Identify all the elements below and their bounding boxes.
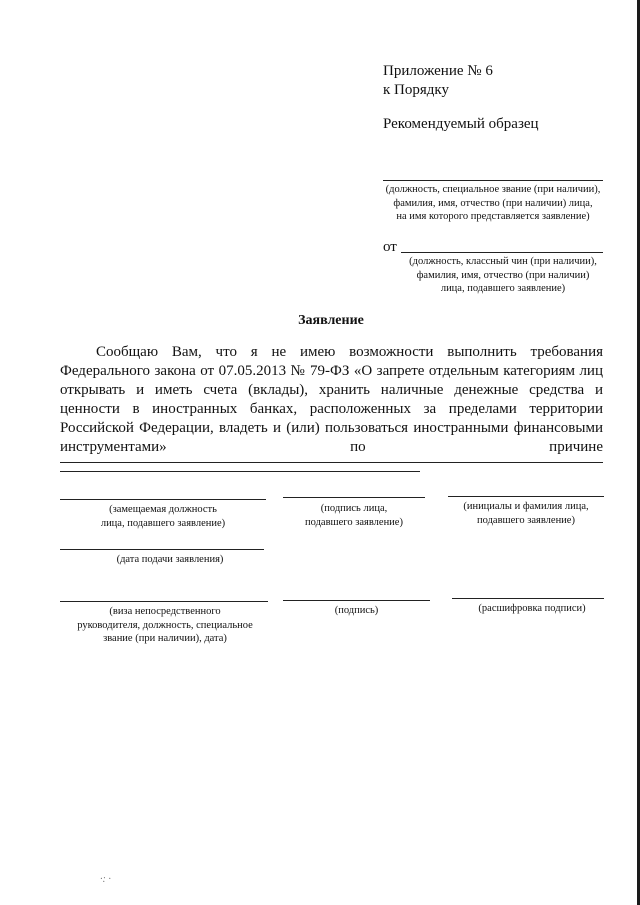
signature-decode-caption: (расшифровка подписи) [478, 603, 586, 614]
sender-caption-line-2: фамилия, имя, отчество (при наличии) [416, 269, 590, 281]
reason-line-extra [60, 462, 603, 463]
sender-prefix: от [383, 239, 397, 255]
signature-decode-line [452, 598, 604, 599]
sender-caption-line-3: лица, подавшего заявление) [440, 283, 566, 294]
addressee-caption-line-1: (должность, специальное звание (при наличии), [385, 184, 601, 195]
statement-text: Сообщаю Вам, что я не имею возможности выполнить требования Федерального закона от 07.05.2013 № 79-ФЗ «О запрете отдельным категориям лиц открывать и иметь счета (вклады), хранить наличные денежные средства и ценности в иностранных банках, расположенных за пределами территории Российской Федерации, владеть и (или) пользоваться иностранными финансовыми инструментами» по причине [60, 344, 603, 455]
position-line [60, 499, 266, 500]
reason-line-inline [60, 457, 420, 472]
appendix-reference: к Порядку [383, 82, 449, 98]
statement-body [60, 343, 603, 478]
appendix-number: Приложение № 6 [383, 63, 493, 79]
initials-line [448, 496, 604, 497]
initials-caption [440, 500, 612, 527]
applicant-signature-caption-line-1: (подпись лица, [320, 503, 388, 514]
position-caption [60, 503, 266, 530]
scan-artifact: ·: · [100, 874, 111, 885]
addressee-caption-line-3: на имя которого представляется заявление) [396, 211, 590, 222]
addressee-line [383, 180, 603, 181]
supervisor-visa-caption [52, 605, 278, 646]
supervisor-caption-line-2: руководителя, должность, специальное [77, 619, 253, 631]
supervisor-caption-line-3: звание (при наличии), дата) [103, 633, 227, 644]
applicant-signature-caption-line-2: подавшего заявление) [305, 516, 403, 528]
document-title: Заявление [298, 313, 364, 328]
position-caption-line-1: (замещаемая должность [109, 504, 217, 515]
addressee-caption-line-2: фамилия, имя, отчество (при наличии) лица, [393, 197, 593, 209]
supervisor-visa-line [60, 601, 268, 602]
sender-caption [380, 255, 626, 296]
recommended-sample-label: Рекомендуемый образец [383, 116, 539, 132]
date-caption: (дата подачи заявления) [116, 554, 224, 565]
supervisor-signature-line [283, 600, 430, 601]
supervisor-signature-caption: (подпись) [334, 605, 379, 616]
supervisor-caption-line-1: (виза непосредственного [109, 606, 221, 617]
position-caption-line-2: лица, подавшего заявление) [100, 517, 226, 529]
date-line [60, 549, 264, 550]
initials-caption-line-2: подавшего заявление) [477, 514, 575, 526]
initials-caption-line-1: (инициалы и фамилия лица, [463, 501, 589, 512]
applicant-signature-caption [283, 502, 425, 529]
applicant-signature-line [283, 497, 425, 498]
sender-line [401, 252, 603, 253]
addressee-caption [370, 183, 616, 224]
sender-caption-line-1: (должность, классный чин (при наличии), [409, 256, 597, 267]
